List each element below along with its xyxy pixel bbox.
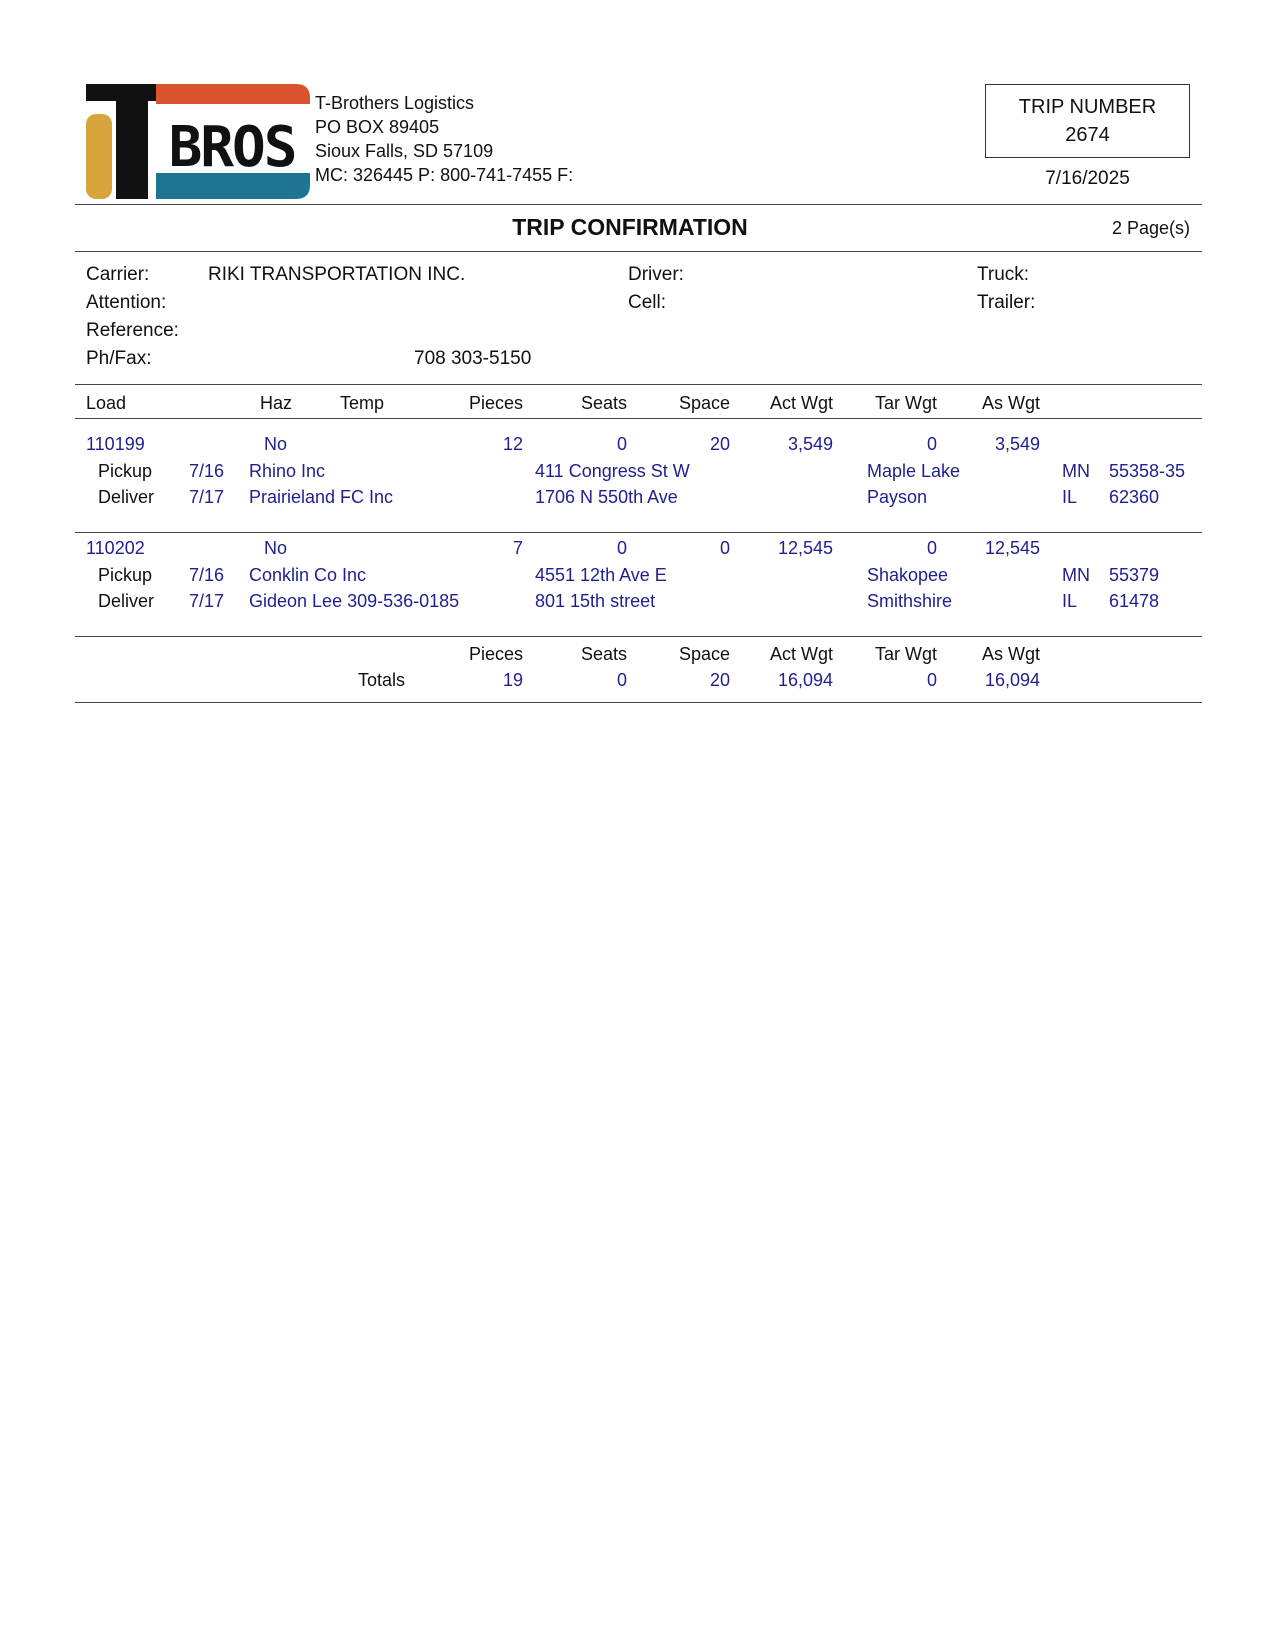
- load-as-wgt: 3,549: [994, 434, 1040, 454]
- load-pieces: 7: [512, 538, 523, 558]
- trip-number-label: TRIP NUMBER: [1018, 96, 1157, 118]
- stop-type: Deliver: [98, 487, 155, 507]
- totals-header-act-wgt: Act Wgt: [769, 644, 833, 664]
- stop-state: MN: [1062, 461, 1090, 481]
- company-address-line2: Sioux Falls, SD 57109: [315, 141, 494, 161]
- document-title: TRIP CONFIRMATION: [512, 214, 748, 240]
- totals-header-seats: Seats: [580, 644, 627, 664]
- stop-zip: 55358-35: [1109, 461, 1186, 481]
- col-header-as-wgt: As Wgt: [981, 393, 1040, 413]
- load-tar-wgt: 0: [926, 538, 937, 558]
- stop-address: 411 Congress St W: [535, 461, 690, 481]
- load-seats: 0: [616, 538, 627, 558]
- carrier-label: Carrier:: [86, 264, 150, 285]
- col-header-haz: Haz: [260, 393, 293, 413]
- totals-as-wgt: 16,094: [984, 670, 1040, 690]
- stop-state: IL: [1062, 591, 1078, 611]
- load-tar-wgt: 0: [926, 434, 937, 454]
- load-haz: No: [264, 538, 288, 558]
- stop-date: 7/16: [189, 461, 225, 481]
- company-contact: MC: 326445 P: 800-741-7455 F:: [315, 165, 574, 185]
- load-haz: No: [264, 434, 288, 454]
- load-divider: [75, 532, 1202, 533]
- company-address-block: [315, 91, 573, 187]
- header-divider: [75, 204, 1202, 205]
- totals-act-wgt: 16,094: [777, 670, 833, 690]
- stop-address: 4551 12th Ave E: [535, 565, 667, 585]
- cell-label: Cell:: [628, 292, 667, 313]
- tbros-logo: [86, 84, 310, 199]
- totals-divider: [75, 636, 1202, 637]
- trip-date: 7/16/2025: [1045, 168, 1130, 189]
- title-divider: [75, 251, 1202, 252]
- stop-address: 1706 N 550th Ave: [535, 487, 678, 507]
- totals-pieces: 19: [502, 670, 523, 690]
- svg-text:BROS: BROS: [168, 115, 296, 180]
- totals-header-pieces: Pieces: [468, 644, 523, 664]
- info-divider: [75, 384, 1202, 385]
- load-space: 0: [719, 538, 730, 558]
- col-header-act-wgt: Act Wgt: [769, 393, 833, 413]
- stop-date: 7/17: [189, 591, 225, 611]
- load-number: 110202: [86, 538, 145, 558]
- company-address-line1: PO BOX 89405: [315, 117, 440, 137]
- stop-type: Pickup: [98, 461, 153, 481]
- stop-zip: 62360: [1109, 487, 1160, 507]
- stop-state: IL: [1062, 487, 1078, 507]
- stop-date: 7/16: [189, 565, 225, 585]
- stop-city: Smithshire: [867, 591, 953, 611]
- totals-space: 20: [709, 670, 730, 690]
- truck-label: Truck:: [977, 264, 1030, 285]
- stop-zip: 55379: [1109, 565, 1160, 585]
- totals-tar-wgt: 0: [926, 670, 937, 690]
- stop-address: 801 15th street: [535, 591, 656, 611]
- col-header-temp: Temp: [340, 393, 385, 413]
- carrier-name: RIKI TRANSPORTATION INC.: [208, 264, 466, 285]
- load-number: 110199: [86, 434, 145, 454]
- trip-number-value: 2674: [1065, 124, 1110, 146]
- col-header-space: Space: [678, 393, 730, 413]
- attention-label: Attention:: [86, 292, 167, 313]
- phfax-label: Ph/Fax:: [86, 348, 152, 369]
- load-pieces: 12: [502, 434, 523, 454]
- stop-name: Conklin Co Inc: [249, 565, 367, 585]
- stop-name: Prairieland FC Inc: [249, 487, 394, 507]
- totals-header-as-wgt: As Wgt: [981, 644, 1040, 664]
- stop-city: Shakopee: [867, 565, 949, 585]
- stop-city: Payson: [867, 487, 928, 507]
- col-header-tar-wgt: Tar Wgt: [874, 393, 937, 413]
- totals-label: Totals: [358, 670, 406, 690]
- load-act-wgt: 3,549: [787, 434, 833, 454]
- stop-name: Gideon Lee 309-536-0185: [249, 591, 460, 611]
- trip-number-box: [985, 84, 1190, 158]
- stop-zip: 61478: [1109, 591, 1160, 611]
- col-header-pieces: Pieces: [468, 393, 523, 413]
- stop-type: Pickup: [98, 565, 153, 585]
- totals-header-space: Space: [678, 644, 730, 664]
- stop-city: Maple Lake: [867, 461, 961, 481]
- header-row-divider: [75, 418, 1202, 419]
- stop-type: Deliver: [98, 591, 155, 611]
- totals-seats: 0: [616, 670, 627, 690]
- load-seats: 0: [616, 434, 627, 454]
- driver-label: Driver:: [628, 264, 684, 285]
- phfax-value: 708 303-5150: [414, 348, 532, 369]
- col-header-load: Load: [86, 393, 127, 413]
- totals-header-tar-wgt: Tar Wgt: [874, 644, 937, 664]
- col-header-seats: Seats: [580, 393, 627, 413]
- stop-date: 7/17: [189, 487, 225, 507]
- load-act-wgt: 12,545: [777, 538, 833, 558]
- load-space: 20: [709, 434, 730, 454]
- load-as-wgt: 12,545: [984, 538, 1040, 558]
- stop-state: MN: [1062, 565, 1090, 585]
- reference-label: Reference:: [86, 320, 179, 341]
- trailer-label: Trailer:: [977, 292, 1036, 313]
- company-name: T-Brothers Logistics: [315, 93, 475, 113]
- stop-name: Rhino Inc: [249, 461, 326, 481]
- page-count: 2 Page(s): [1111, 218, 1190, 238]
- totals-bottom-divider: [75, 702, 1202, 703]
